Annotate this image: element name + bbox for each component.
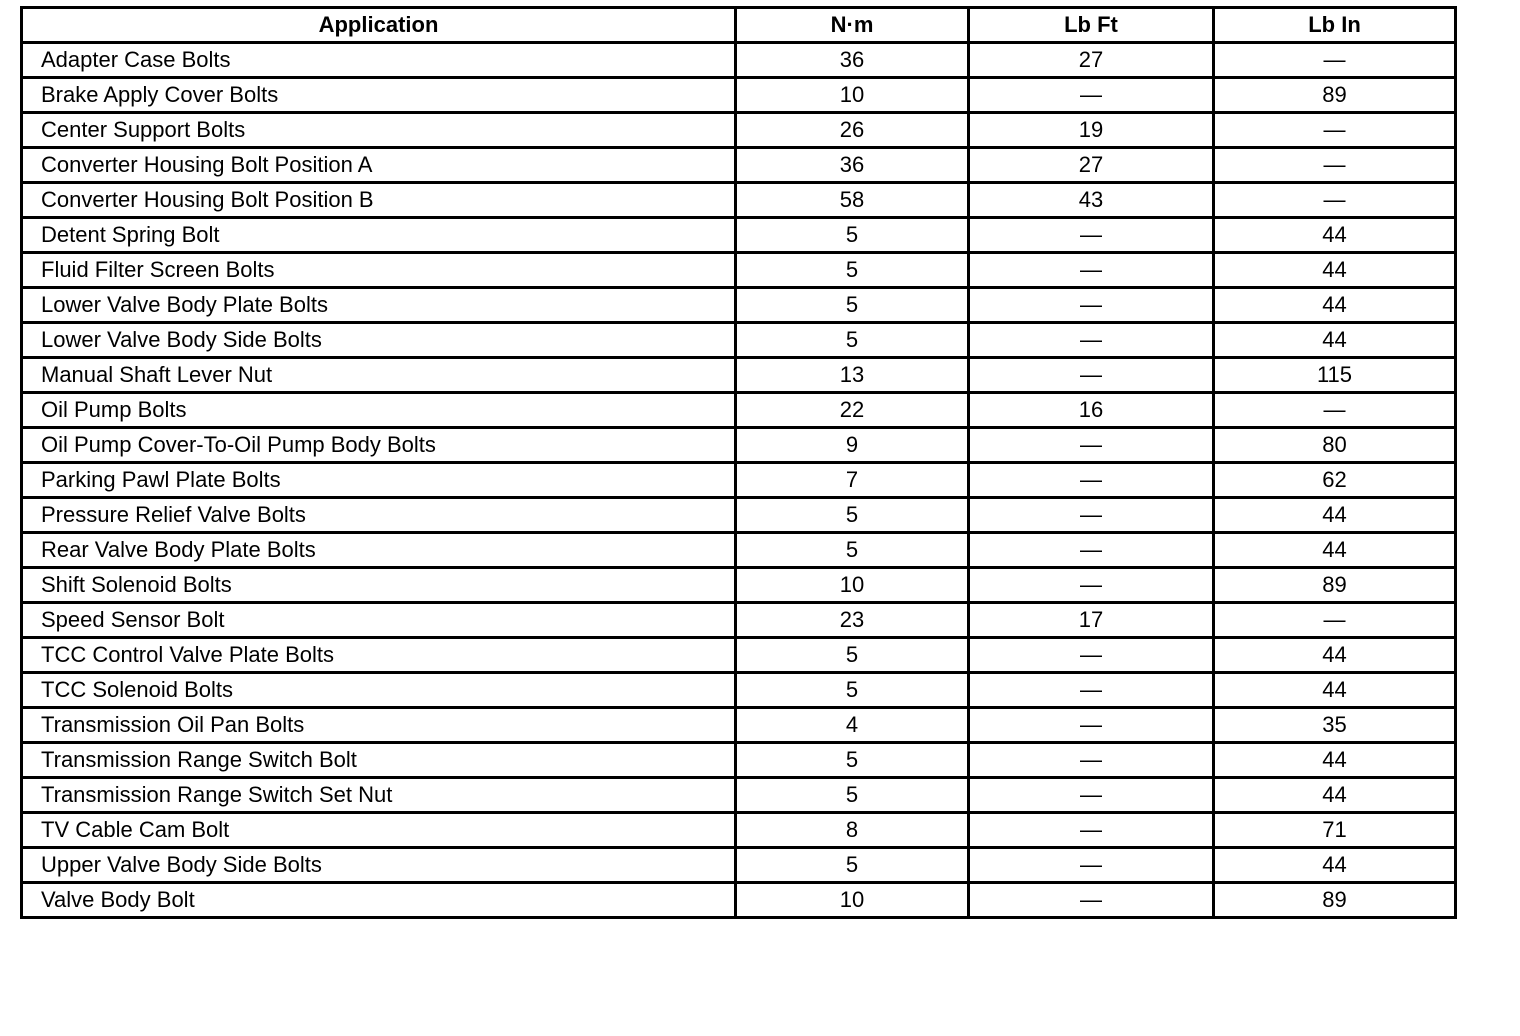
newton-meters-cell: 10 <box>736 883 969 918</box>
table-row <box>22 533 1456 568</box>
pound-inches-cell: 44 <box>1214 778 1456 813</box>
application-cell: TCC Solenoid Bolts <box>22 673 736 708</box>
pound-feet-cell: — <box>969 288 1214 323</box>
application-cell: Converter Housing Bolt Position A <box>22 148 736 183</box>
pound-feet-cell: 19 <box>969 113 1214 148</box>
pound-feet-cell: — <box>969 568 1214 603</box>
pound-inches-cell: 44 <box>1214 638 1456 673</box>
newton-meters-cell: 26 <box>736 113 969 148</box>
table-row <box>22 113 1456 148</box>
table-row <box>22 708 1456 743</box>
pound-feet-cell: — <box>969 428 1214 463</box>
pound-inches-cell: 44 <box>1214 673 1456 708</box>
pound-inches-cell: 44 <box>1214 533 1456 568</box>
application-cell: Converter Housing Bolt Position B <box>22 183 736 218</box>
newton-meters-cell: 5 <box>736 288 969 323</box>
pound-inches-cell: 44 <box>1214 323 1456 358</box>
pound-inches-cell: — <box>1214 43 1456 78</box>
pound-feet-cell: 27 <box>969 148 1214 183</box>
application-cell: Oil Pump Cover-To-Oil Pump Body Bolts <box>22 428 736 463</box>
newton-meters-cell: 7 <box>736 463 969 498</box>
application-cell: Transmission Oil Pan Bolts <box>22 708 736 743</box>
pound-feet-cell: — <box>969 533 1214 568</box>
table-row <box>22 568 1456 603</box>
pound-inches-cell: — <box>1214 148 1456 183</box>
pound-feet-cell: — <box>969 743 1214 778</box>
pound-feet-cell: — <box>969 883 1214 918</box>
newton-meters-cell: 5 <box>736 323 969 358</box>
application-cell: TV Cable Cam Bolt <box>22 813 736 848</box>
pound-inches-cell: 44 <box>1214 253 1456 288</box>
pound-inches-cell: 80 <box>1214 428 1456 463</box>
column-header-pound-feet: Lb Ft <box>969 8 1214 43</box>
newton-meters-cell: 5 <box>736 638 969 673</box>
pound-feet-cell: — <box>969 813 1214 848</box>
application-cell: Shift Solenoid Bolts <box>22 568 736 603</box>
table-row <box>22 358 1456 393</box>
column-header-application: Application <box>22 8 736 43</box>
table-row <box>22 43 1456 78</box>
pound-feet-cell: — <box>969 253 1214 288</box>
pound-inches-cell: — <box>1214 603 1456 638</box>
pound-inches-cell: — <box>1214 393 1456 428</box>
newton-meters-cell: 5 <box>736 498 969 533</box>
application-cell: Upper Valve Body Side Bolts <box>22 848 736 883</box>
pound-feet-cell: 43 <box>969 183 1214 218</box>
column-header-newton-meters: N·m <box>736 8 969 43</box>
newton-meters-cell: 9 <box>736 428 969 463</box>
pound-inches-cell: — <box>1214 113 1456 148</box>
newton-meters-cell: 58 <box>736 183 969 218</box>
application-cell: Pressure Relief Valve Bolts <box>22 498 736 533</box>
table-row <box>22 778 1456 813</box>
application-cell: Oil Pump Bolts <box>22 393 736 428</box>
table-row <box>22 883 1456 918</box>
pound-inches-cell: 35 <box>1214 708 1456 743</box>
application-cell: Brake Apply Cover Bolts <box>22 78 736 113</box>
pound-inches-cell: 89 <box>1214 78 1456 113</box>
pound-inches-cell: 44 <box>1214 218 1456 253</box>
table-row <box>22 673 1456 708</box>
application-cell: Fluid Filter Screen Bolts <box>22 253 736 288</box>
pound-inches-cell: 89 <box>1214 568 1456 603</box>
newton-meters-cell: 8 <box>736 813 969 848</box>
newton-meters-cell: 36 <box>736 148 969 183</box>
pound-inches-cell: 89 <box>1214 883 1456 918</box>
pound-inches-cell: 44 <box>1214 848 1456 883</box>
table-body <box>22 43 1456 918</box>
table-row <box>22 848 1456 883</box>
pound-feet-cell: 17 <box>969 603 1214 638</box>
table-row <box>22 78 1456 113</box>
newton-meters-cell: 5 <box>736 218 969 253</box>
pound-feet-cell: — <box>969 778 1214 813</box>
newton-meters-cell: 22 <box>736 393 969 428</box>
pound-feet-cell: — <box>969 638 1214 673</box>
application-cell: Manual Shaft Lever Nut <box>22 358 736 393</box>
newton-meters-cell: 4 <box>736 708 969 743</box>
application-cell: Detent Spring Bolt <box>22 218 736 253</box>
pound-feet-cell: 27 <box>969 43 1214 78</box>
pound-feet-cell: — <box>969 358 1214 393</box>
table-row <box>22 428 1456 463</box>
pound-feet-cell: — <box>969 673 1214 708</box>
table-header <box>22 8 1456 43</box>
pound-inches-cell: 71 <box>1214 813 1456 848</box>
newton-meters-cell: 10 <box>736 78 969 113</box>
pound-inches-cell: 115 <box>1214 358 1456 393</box>
pound-inches-cell: 62 <box>1214 463 1456 498</box>
table-row <box>22 743 1456 778</box>
pound-feet-cell: — <box>969 323 1214 358</box>
table-row <box>22 498 1456 533</box>
pound-feet-cell: — <box>969 848 1214 883</box>
newton-meters-cell: 5 <box>736 673 969 708</box>
newton-meters-cell: 5 <box>736 533 969 568</box>
application-cell: Lower Valve Body Side Bolts <box>22 323 736 358</box>
table-row <box>22 323 1456 358</box>
pound-feet-cell: 16 <box>969 393 1214 428</box>
fastener-torque-table <box>20 6 1457 919</box>
table-row <box>22 253 1456 288</box>
pound-inches-cell: 44 <box>1214 498 1456 533</box>
application-cell: Center Support Bolts <box>22 113 736 148</box>
newton-meters-cell: 5 <box>736 778 969 813</box>
pound-inches-cell: 44 <box>1214 288 1456 323</box>
table-row <box>22 813 1456 848</box>
table-row <box>22 393 1456 428</box>
table-row <box>22 218 1456 253</box>
application-cell: Parking Pawl Plate Bolts <box>22 463 736 498</box>
application-cell: Transmission Range Switch Set Nut <box>22 778 736 813</box>
table-row <box>22 463 1456 498</box>
header-row <box>22 8 1456 43</box>
newton-meters-cell: 23 <box>736 603 969 638</box>
pound-feet-cell: — <box>969 498 1214 533</box>
newton-meters-cell: 5 <box>736 848 969 883</box>
pound-feet-cell: — <box>969 218 1214 253</box>
table-row <box>22 148 1456 183</box>
pound-inches-cell: 44 <box>1214 743 1456 778</box>
table-row <box>22 638 1456 673</box>
application-cell: TCC Control Valve Plate Bolts <box>22 638 736 673</box>
application-cell: Valve Body Bolt <box>22 883 736 918</box>
newton-meters-cell: 5 <box>736 253 969 288</box>
pound-inches-cell: — <box>1214 183 1456 218</box>
application-cell: Rear Valve Body Plate Bolts <box>22 533 736 568</box>
table-row <box>22 603 1456 638</box>
application-cell: Lower Valve Body Plate Bolts <box>22 288 736 323</box>
table-row <box>22 183 1456 218</box>
newton-meters-cell: 13 <box>736 358 969 393</box>
table-row <box>22 288 1456 323</box>
newton-meters-cell: 5 <box>736 743 969 778</box>
pound-feet-cell: — <box>969 463 1214 498</box>
application-cell: Adapter Case Bolts <box>22 43 736 78</box>
column-header-pound-inches: Lb In <box>1214 8 1456 43</box>
application-cell: Transmission Range Switch Bolt <box>22 743 736 778</box>
pound-feet-cell: — <box>969 708 1214 743</box>
newton-meters-cell: 36 <box>736 43 969 78</box>
newton-meters-cell: 10 <box>736 568 969 603</box>
application-cell: Speed Sensor Bolt <box>22 603 736 638</box>
pound-feet-cell: — <box>969 78 1214 113</box>
